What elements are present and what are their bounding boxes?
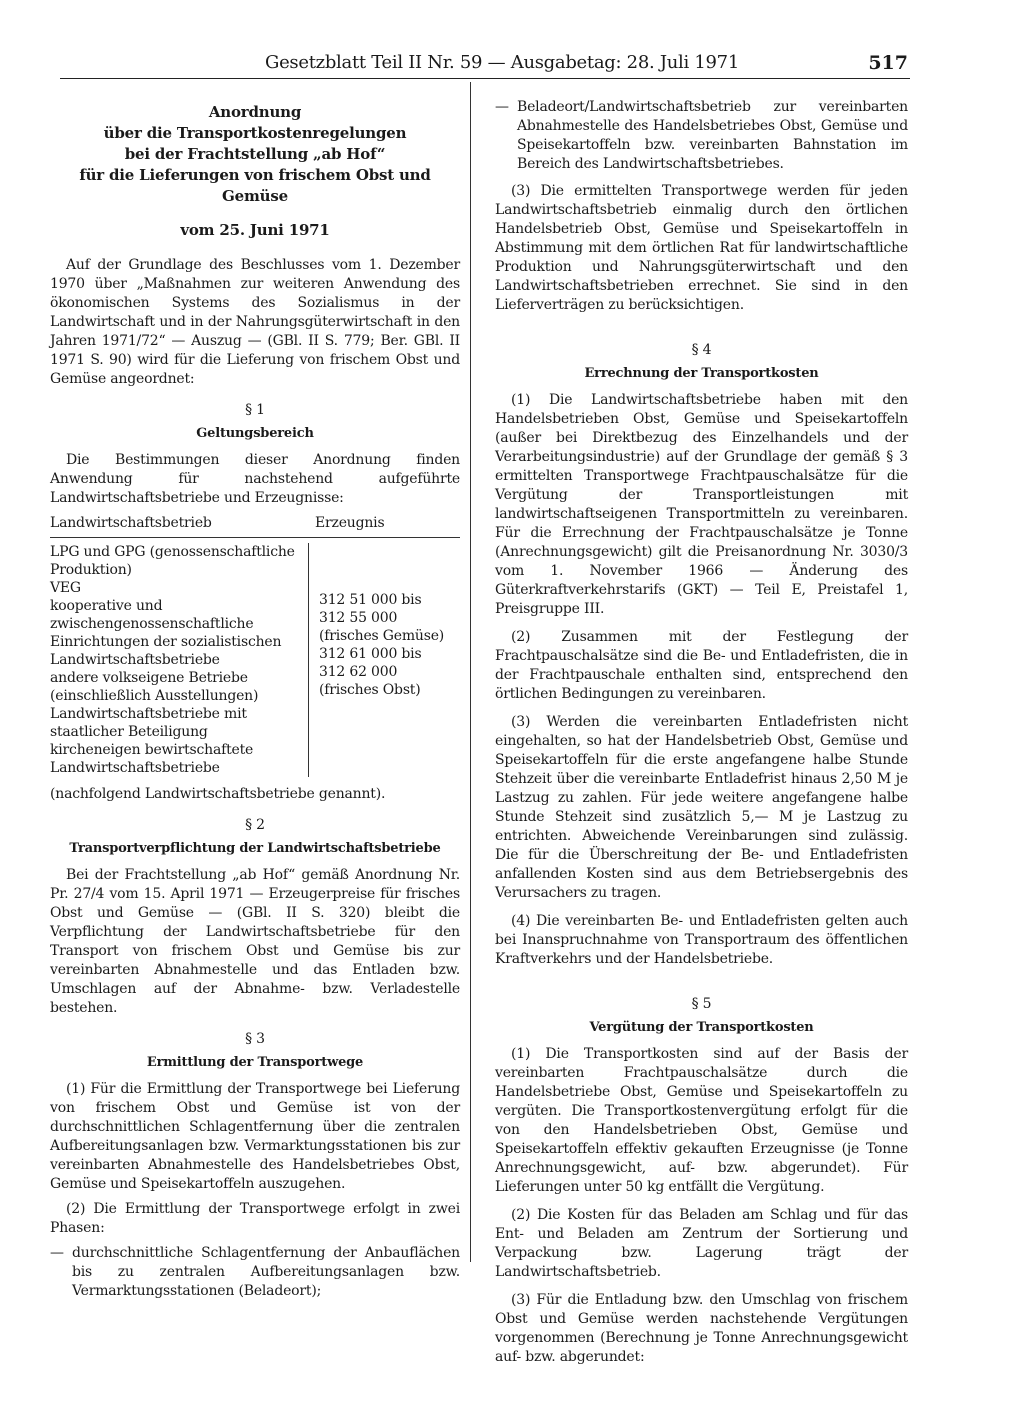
ordinance-title: [50, 102, 460, 207]
section-4-paragraph-3: (3) Werden die vereinbarten Entladefristen nicht eingehalten, so hat der Handelsbetrieb Obst, Gemüse und Speisekartoffeln für die erste angefangene halbe Stunde Stehzeit über die vereinbarte Entladefrist hinaus 2,50 M je Lastzug zu zahlen. Für jede weitere angefangene halbe Stunde Stehzeit sind zusätzlich 5,— M je Lastzug zu entrichten. Abweichende Vereinbarungen sind zulässig. Die für die Überschreitung der Be- und Entladefristen anfallenden Kosten sind aus dem Betriebsergebnis des Verursachers zu tragen.: [495, 714, 908, 901]
dash-item: [50, 1244, 460, 1301]
gazette-title: Gesetzblatt Teil II Nr. 59 — Ausgabetag: 28. Juli 1971: [265, 52, 739, 73]
table-row: kircheneigen bewirtschaftete Landwirtschaftsbetriebe: [50, 742, 254, 776]
section-5-heading: Vergütung der Transportkosten: [589, 1020, 814, 1035]
product-line: (frisches Obst): [319, 682, 421, 698]
section-3-number: § 3: [245, 1031, 265, 1047]
page-header: [60, 50, 910, 79]
column-header-farm: Landwirtschaftsbetrieb: [50, 515, 212, 531]
section-3-paragraph-2: (2) Die Ermittlung der Transportwege erfolgt in zwei Phasen:: [50, 1201, 460, 1236]
section-4-paragraph-2: (2) Zusammen mit der Festlegung der Frachtpauschalsätze sind die Be- und Entladefristen, die in der Frachtpauschale enthalten sind, entsprechend den örtlichen Bedingungen zu vereinbaren.: [495, 629, 908, 702]
dash-marker: —: [50, 1245, 64, 1261]
section-1-intro: Die Bestimmungen dieser Anordnung finden Anwendung für nachstehend aufgeführte Landwirtschaftsbetriebe und Erzeugnisse:: [50, 452, 460, 506]
product-line: 312 51 000 bis: [319, 592, 422, 608]
column-divider: [470, 82, 471, 1262]
dash-text: Beladeort/Landwirtschaftsbetrieb zur vereinbarten Abnahmestelle des Handelsbetriebes Obst, Gemüse und Speisekartoffeln bzw. vereinbarten Bahnstation im Bereich des Landwirtschaftsbetriebes.: [517, 99, 908, 172]
section-4-heading: Errechnung der Transportkosten: [584, 366, 819, 381]
section-1-note: (nachfolgend Landwirtschaftsbetriebe genannt).: [50, 786, 386, 802]
dash-item: [495, 98, 908, 174]
title-line: bei der Frachtstellung „ab Hof“: [124, 145, 386, 163]
section-5-paragraph-2: (2) Die Kosten für das Beladen am Schlag und für das Ent- und Beladen am Zentrum der Sortierung und Verpackung bzw. Lagerung trägt der Landwirtschaftsbetrieb.: [495, 1207, 908, 1280]
product-list: [308, 543, 460, 777]
table-row: LPG und GPG (genossenschaftliche Produktion): [50, 544, 295, 578]
farm-list: [50, 543, 308, 777]
product-line: (frisches Gemüse): [319, 628, 445, 644]
section-5-paragraph-1: (1) Die Transportkosten sind auf der Basis der vereinbarten Frachtpauschalsätze durch die Handelsbetriebe Obst, Gemüse und Speisekartoffeln zu vergüten. Die Transportkostenvergütung erfolgt für die von den Handelsbetrieben Obst, Gemüse und Speisekartoffeln effektiv gekauften Erzeugnisse (je Tonne Anrechnungsgewicht, auf- bzw. abgerundet). Für Lieferungen unter 50 kg entfällt die Vergütung.: [495, 1046, 908, 1195]
section-4-number: § 4: [691, 342, 712, 358]
section-2-text: Bei der Frachtstellung „ab Hof“ gemäß Anordnung Nr. Pr. 27/4 vom 15. April 1971 — Erzeugerpreise für frisches Obst und Gemüse — (GBl. II S. 320) bleibt die Verpflichtung der Landwirtschaftsbetriebe für den Transport von frischem Obst und Gemüse bis zur vereinbarten Abnahmestelle und das Entladen bzw. Umschlagen auf der Abnahme- bzw. Verladestelle bestehen.: [50, 867, 460, 1016]
page-number: 517: [868, 52, 908, 74]
product-line: 312 62 000: [319, 664, 398, 680]
table-row: VEG: [50, 580, 81, 596]
title-line: für die Lieferungen von frischem Obst und: [79, 166, 431, 184]
section-1-number: § 1: [245, 402, 265, 418]
section-2-heading: Transportverpflichtung der Landwirtschaftsbetriebe: [69, 841, 441, 856]
ordinance-date: vom 25. Juni 1971: [180, 221, 330, 239]
product-line: 312 55 000: [319, 610, 398, 626]
column-header-product: Erzeugnis: [315, 515, 385, 531]
section-3-heading: Ermittlung der Transportwege: [146, 1055, 364, 1070]
title-line: über die Transportkostenregelungen: [103, 124, 407, 142]
section-2-number: § 2: [245, 817, 265, 833]
section-4-paragraph-1: (1) Die Landwirtschaftsbetriebe haben mit den Handelsbetrieben Obst, Gemüse und Speisekartoffeln (außer bei Direktbezug des Einzelhandels und der Verarbeitungsindustrie) auf der Grundlage der gemäß § 3 ermittelten Transportwege Frachtpauschalsätze für die Vergütung der Transportleistungen mit landwirtschaftseigenen Transportmitteln zu vereinbaren. Für die Errechnung der Frachtpauschalsätze je Tonne (Anrechnungsgewicht) gilt die Preisanordnung Nr. 3030/3 vom 1. November 1966 — Änderung des Güterkraftverkehrstarifs (GKT) — Teil E, Preistafel 1, Preisgruppe III.: [495, 392, 908, 617]
scope-table-body: [50, 543, 460, 777]
section-4-paragraph-4: (4) Die vereinbarten Be- und Entladefristen gelten auch bei Inanspruchnahme von Transportraum des öffentlichen Kraftverkehrs und der Handelsbetriebe.: [495, 913, 908, 967]
section-3-paragraph-1: (1) Für die Ermittlung der Transportwege bei Lieferung von frischem Obst und Gemüse ist von der durchschnittlichen Schlagentfernung über die zentralen Aufbereitungsanlagen bzw. Vermarktungsstationen bis zur vereinbarten Abnahmestelle des Handelsbetriebes Obst, Gemüse und Speisekartoffeln auszugehen.: [50, 1081, 460, 1192]
right-column: [495, 98, 908, 1373]
product-line: 312 61 000 bis: [319, 646, 422, 662]
dash-text: durchschnittliche Schlagentfernung der Anbauflächen bis zu zentralen Aufbereitungsanlagen bzw. Vermarktungsstationen (Beladeort);: [72, 1245, 460, 1299]
table-row: andere volkseigene Betriebe (einschließlich Ausstellungen): [50, 670, 259, 704]
section-5-number: § 5: [691, 996, 712, 1012]
title-line: Anordnung: [208, 103, 302, 121]
section-1-heading: Geltungsbereich: [196, 426, 314, 441]
section-3-paragraph-3: (3) Die ermittelten Transportwege werden für jeden Landwirtschaftsbetrieb einmalig durch den örtlichen Handelsbetrieb Obst, Gemüse und Speisekartoffeln in Abstimmung mit dem örtlichen Rat für landwirtschaftliche Produktion und Nahrungsgüterwirtschaft und den Landwirtschaftsbetrieben errechnet. Sie sind in den Lieferverträgen zu berücksichtigen.: [495, 183, 908, 313]
left-column: [50, 102, 460, 1301]
title-line: Gemüse: [222, 187, 288, 205]
scope-table-header: [50, 514, 460, 538]
scope-table: [50, 514, 460, 777]
section-5-paragraph-3: (3) Für die Entladung bzw. den Umschlag von frischem Obst und Gemüse werden nachstehende Vergütungen vorgenommen (Berechnung je Tonne Anrechnungsgewicht auf- bzw. abgerundet:: [495, 1292, 908, 1365]
table-row: Landwirtschaftsbetriebe mit staatlicher Beteiligung: [50, 706, 247, 740]
preamble: Auf der Grundlage des Beschlusses vom 1. Dezember 1970 über „Maßnahmen zur weiteren Anwendung des ökonomischen Systems des Sozialismus in der Landwirtschaft und in der Nahrungsgüterwirtschaft in den Jahren 1971/72“ — Auszug — (GBl. II S. 779; Ber. GBl. II 1971 S. 90) wird für die Lieferung von frischem Obst und Gemüse angeordnet:: [50, 257, 460, 387]
dash-marker: —: [495, 99, 509, 115]
table-row: kooperative und zwischengenossenschaftliche Einrichtungen der sozialistischen Landwirtschaftsbetriebe: [50, 598, 282, 668]
